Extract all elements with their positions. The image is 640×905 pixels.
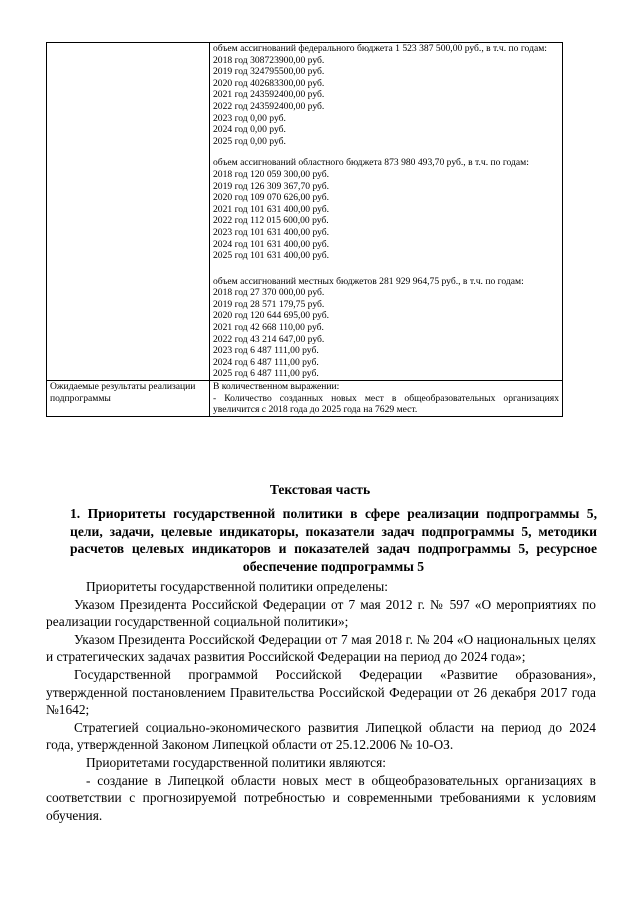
paragraph: Приоритеты государственной политики определены: [86, 579, 389, 594]
financing-table [46, 42, 563, 417]
regional-budget-block [213, 157, 559, 261]
section-heading: 1. Приоритеты государственной политики в сфере реализации подпрограммы 5, цели, задачи, целевые индикаторы, показатели задач подпрограммы 5, методики расчетов целевых индикаторов и показателей задач подпрограммы 5, ресурсное обеспечение подпрограммы 5 [70, 506, 597, 574]
results-label: Ожидаемые результаты реализации подпрограммы [50, 381, 196, 404]
federal-budget-block [213, 43, 559, 147]
regional-budget-header: объем ассигнований областного бюджета 873 980 493,70 руб., в т.ч. по годам: [213, 157, 529, 169]
local-year-line: 2023 год 6 487 111,00 руб. [213, 345, 319, 357]
table-row [47, 381, 563, 417]
local-year-line: 2021 год 42 668 110,00 руб. [213, 322, 324, 334]
paragraph: Государственной программой Российской Федерации «Развитие образования», утвержденной постановлением Правительства Российской Федерации от 26 декабря 2017 года №1642; [46, 666, 596, 718]
body-text [46, 578, 596, 824]
paragraph: Указом Президента Российской Федерации от 7 мая 2012 г. № 597 «О мероприятиях по реализации государственной социальной политики»; [46, 596, 596, 630]
section-title: Текстовая часть [269, 482, 371, 497]
local-year-line: 2018 год 27 370 000,00 руб. [213, 287, 325, 299]
federal-year-line: 2023 год 0,00 руб. [213, 112, 286, 124]
regional-year-line: 2018 год 120 059 300,00 руб. [213, 168, 330, 180]
regional-year-line: 2022 год 112 015 600,00 руб. [213, 215, 329, 227]
federal-year-line: 2020 год 402683300,00 руб. [213, 77, 325, 89]
federal-year-line: 2019 год 324795500,00 руб. [213, 66, 325, 78]
paragraph: Приоритетами государственной политики являются: [86, 754, 386, 770]
results-text: - Количество созданных новых мест в общеобразовательных организациях увеличится с 2018 года до 2025 года на 7629 мест. [213, 392, 559, 416]
local-year-line: 2019 год 28 571 179,75 руб. [213, 298, 325, 310]
federal-budget-header: объем ассигнований федерального бюджета 1 523 387 500,00 руб., в т.ч. по годам: [213, 43, 547, 54]
regional-year-line: 2023 год 101 631 400,00 руб. [213, 226, 330, 238]
paragraph: Стратегией социально-экономического развития Липецкой области на период до 2024 года, утвержденной Законом Липецкой области от 25.12.2006 № 10-ОЗ. [46, 719, 596, 753]
federal-year-line: 2024 год 0,00 руб. [213, 124, 286, 136]
regional-year-line: 2025 год 101 631 400,00 руб. [213, 250, 330, 262]
paragraph: Указом Президента Российской Федерации от 7 мая 2018 г. № 204 «О национальных целях и стратегических задачах развития Российской Федерации на период до 2024 года»; [46, 631, 596, 665]
regional-year-line: 2024 год 101 631 400,00 руб. [213, 238, 330, 250]
results-intro: В количественном выражении: [213, 381, 340, 393]
regional-year-line: 2021 год 101 631 400,00 руб. [213, 203, 330, 215]
table-cell-financing [210, 43, 563, 381]
results-value-cell [210, 381, 563, 417]
local-year-line: 2020 год 120 644 695,00 руб. [213, 310, 330, 322]
table-cell-empty [47, 43, 210, 381]
regional-year-line: 2020 год 109 070 626,00 руб. [213, 192, 330, 204]
paragraph: - создание в Липецкой области новых мест в общеобразовательных организациях в соответствии с прогнозируемой потребностью и современными требованиями к условиям обучения. [46, 772, 596, 823]
federal-year-line: 2022 год 243592400,00 руб. [213, 100, 325, 112]
local-budget-block [213, 276, 559, 380]
results-label-cell [47, 381, 210, 417]
local-year-line: 2022 год 43 214 647,00 руб. [213, 333, 325, 345]
local-budget-header: объем ассигнований местных бюджетов 281 929 964,75 руб., в т.ч. по годам: [213, 275, 524, 287]
regional-year-line: 2019 год 126 309 367,70 руб. [213, 180, 330, 192]
federal-year-line: 2021 год 243592400,00 руб. [213, 89, 325, 101]
federal-year-line: 2025 год 0,00 руб. [213, 135, 286, 147]
local-year-line: 2025 год 6 487 111,00 руб. [213, 368, 319, 380]
table-row [47, 43, 563, 381]
federal-year-line: 2018 год 308723900,00 руб. [213, 54, 325, 66]
local-year-line: 2024 год 6 487 111,00 руб. [213, 356, 319, 368]
